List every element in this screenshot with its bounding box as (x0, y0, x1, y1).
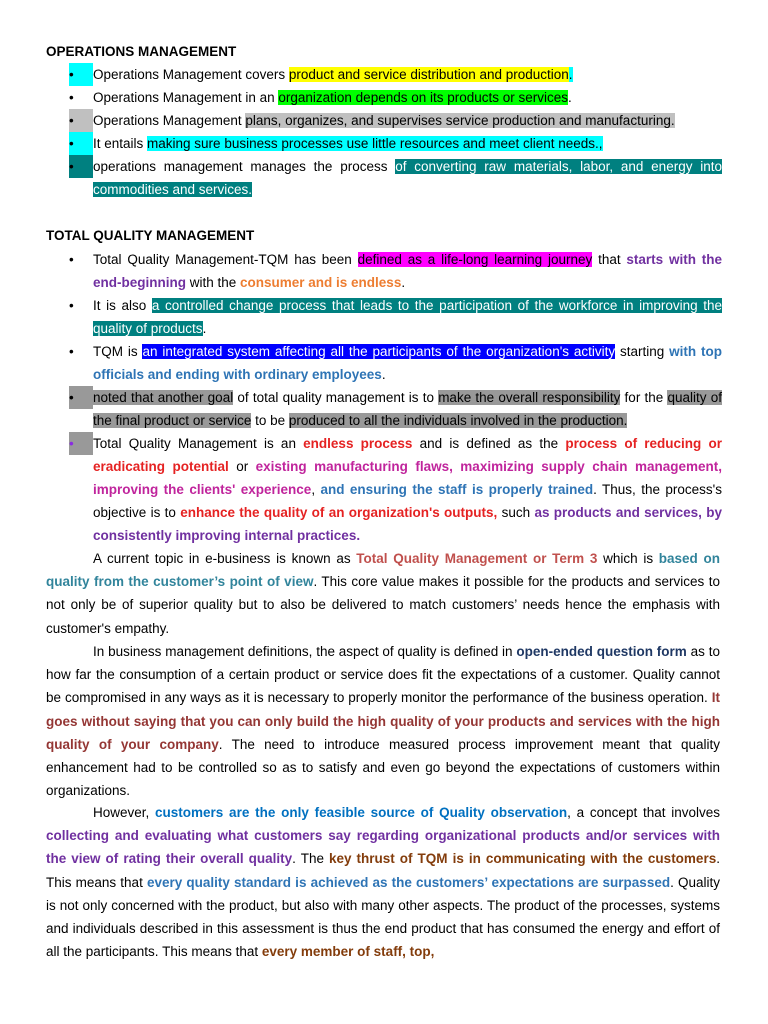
ops-bullet-2: • Operations Management in an organization depends on its products or services. (46, 86, 722, 109)
paragraph-1: A current topic in e-business is known as Total Quality Management or Term 3 which is based on quality from the customer’s point of view. This core value makes it possible for the products and services to not only be of superior quality but to also be delivered to match customers’ needs hence the emphasis with customer's empathy. (46, 551, 720, 636)
ops-bullet-list (46, 63, 722, 201)
ops-bullet-1: • Operations Management covers product and service distribution and production. (46, 63, 722, 86)
tqm-bullet-2: • It is also a controlled change process that leads to the participation of the workforce in improving the quality of products. (46, 294, 722, 340)
paragraph-3: However, customers are the only feasible source of Quality observation, a concept that involves collecting and evaluating what customers say regarding organizational products and/or services with the view of rating their overall quality. The key thrust of TQM is in communicating with the customers. This means that every quality standard is achieved as the customers’ expectations are surpassed. Quality is not only concerned with the product, but also with many other aspects. The product of the processes, systems and individuals described in this assessment is thus the end product that has consumed the energy and effort of all the participants. This means that every member of staff, top, (46, 805, 720, 960)
ops-heading: OPERATIONS MANAGEMENT (46, 44, 237, 59)
ops-bullet-3: • Operations Management plans, organizes, and supervises service production and manufacturing. (46, 109, 722, 132)
tqm-bullet-4: • noted that another goal of total quality management is to make the overall responsibility for the quality of the final product or service to be produced to all the individuals involved in the production. (46, 386, 722, 432)
tqm-bullet-1: • Total Quality Management-TQM has been defined as a life-long learning journey that starts with the end-beginning with the consumer and is endless. (46, 248, 722, 294)
tqm-bullet-5: • Total Quality Management is an endless process and is defined as the process of reducing or eradicating potential or existing manufacturing flaws, maximizing supply chain management, improving the clients' experience, and ensuring the staff is properly trained. Thus, the process's objective is to enhance the quality of an organization's outputs, such as products and services, by consistently improving internal practices. (46, 432, 722, 547)
bullet-icon: • (69, 344, 74, 359)
tqm-heading: TOTAL QUALITY MANAGEMENT (46, 228, 255, 243)
bullet-icon: • (69, 132, 93, 155)
tqm-bullet-list (46, 248, 722, 547)
bullet-icon: • (69, 252, 74, 267)
ops-bullet-5: • operations management manages the process of converting raw materials, labor, and energy into commodities and services. (46, 155, 722, 201)
paragraph-2: In business management definitions, the aspect of quality is defined in open-ended question form as to how far the consumption of a certain product or service does fit the expectations of a customer. Quality cannot be compromised in any ways as it is necessary to properly monitor the performance of the business operation. It goes without saying that you can only build the high quality of your products and services with the high quality of your company. The need to introduce measured process improvement meant that quality enhancement had to be controlled so as to satisfy and even go beyond the expectations of customers within organizations. (46, 644, 720, 799)
bullet-icon: • (69, 90, 74, 105)
bullet-icon: • (69, 155, 93, 178)
bullet-icon: • (69, 386, 93, 409)
bullet-icon: • (69, 109, 93, 132)
bullet-icon: • (69, 63, 93, 86)
bullet-icon: • (69, 298, 74, 313)
ops-bullet-4: • It entails making sure business processes use little resources and meet client needs., (46, 132, 722, 155)
bullet-icon: • (69, 432, 93, 455)
tqm-bullet-3: • TQM is an integrated system affecting all the participants of the organization's activity starting with top officials and ending with ordinary employees. (46, 340, 722, 386)
